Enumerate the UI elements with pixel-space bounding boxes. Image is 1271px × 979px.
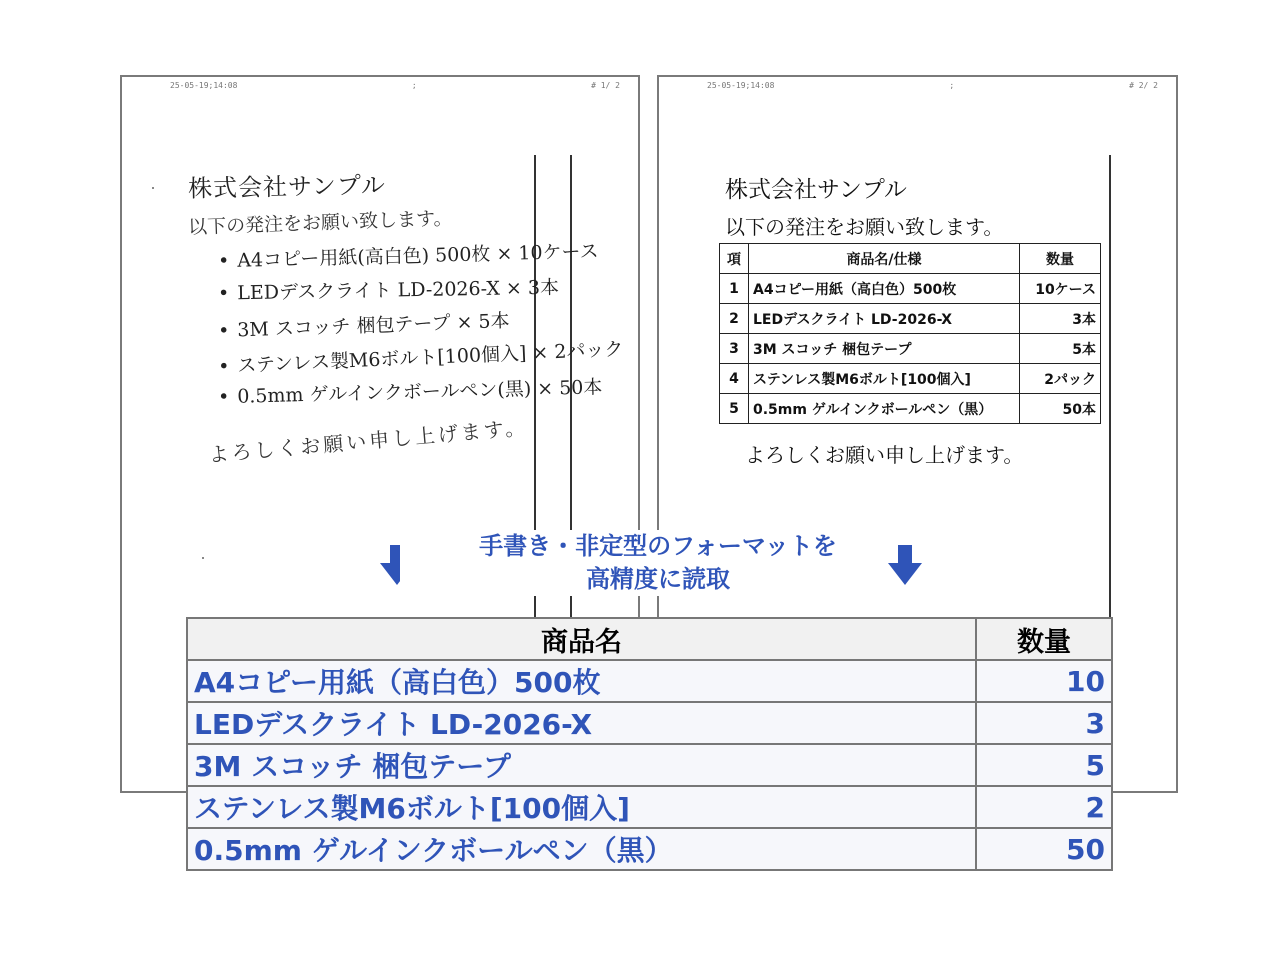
row-qty: 50本 [1020, 394, 1101, 424]
fax-separator: ; [411, 81, 417, 90]
column-header-qty: 数量 [1020, 244, 1101, 274]
arrow-down-icon [888, 545, 922, 585]
list-item: • LEDデスクライト LD-2026-X × 3本 [218, 269, 624, 310]
row-name: ステンレス製M6ボルト[100個入] [749, 364, 1020, 394]
row-qty: 5 [976, 744, 1112, 786]
table-row [720, 334, 1101, 364]
column-header-no: 項 [720, 244, 749, 274]
intro-text: 以下の発注をお願い致します。 [725, 215, 1004, 239]
fax-header [707, 81, 1158, 90]
table-row [187, 828, 1112, 870]
company-name: 株式会社サンプル [187, 171, 387, 203]
fax-header [170, 81, 620, 90]
row-no: 2 [720, 304, 749, 334]
row-qty: 2パック [1020, 364, 1101, 394]
table-row [187, 786, 1112, 828]
fax-timestamp: 25-05-19;14:08 [707, 81, 775, 90]
closing-text: よろしくお願い申し上げます。 [207, 415, 529, 467]
scan-noise [202, 557, 204, 559]
intro-text: 以下の発注をお願い致します。 [187, 207, 453, 239]
fax-page-number: # 2/ 2 [1129, 81, 1158, 90]
row-no: 4 [720, 364, 749, 394]
row-name: LEDデスクライト LD-2026-X [749, 304, 1020, 334]
row-name: LEDデスクライト LD-2026-X [187, 702, 976, 744]
table-header-row [187, 618, 1112, 660]
company-name: 株式会社サンプル [725, 177, 907, 203]
row-qty: 10 [976, 660, 1112, 702]
column-header-qty: 数量 [976, 618, 1112, 660]
list-item: • A4コピー用紙(高白色) 500枚 × 10ケース [218, 234, 624, 279]
table-row [720, 304, 1101, 334]
closing-text: よろしくお願い申し上げます。 [745, 443, 1024, 467]
table-row [720, 274, 1101, 304]
row-name: 3M スコッチ 梱包テープ [749, 334, 1020, 364]
row-no: 3 [720, 334, 749, 364]
column-header-name: 商品名 [187, 618, 976, 660]
row-qty: 5本 [1020, 334, 1101, 364]
handwritten-item-list [218, 239, 624, 409]
row-qty: 10ケース [1020, 274, 1101, 304]
row-qty: 2 [976, 786, 1112, 828]
caption-line-1: 手書き・非定型のフォーマットを [479, 532, 837, 560]
order-table [719, 243, 1101, 424]
row-name: A4コピー用紙（高白色）500枚 [749, 274, 1020, 304]
table-row [187, 660, 1112, 702]
fax-page-number: # 1/ 2 [591, 81, 620, 90]
row-no: 5 [720, 394, 749, 424]
row-name: ステンレス製M6ボルト[100個入] [187, 786, 976, 828]
extracted-result-table [186, 617, 1113, 871]
row-name: 0.5mm ゲルインクボールペン（黒） [749, 394, 1020, 424]
list-item: • 3M スコッチ 梱包テープ × 5本 [218, 300, 625, 348]
fax-separator: ; [949, 81, 955, 90]
list-item: • 0.5mm ゲルインクボールペン(黒) × 50本 [218, 370, 624, 415]
row-name: A4コピー用紙（高白色）500枚 [187, 660, 976, 702]
table-row [720, 394, 1101, 424]
row-qty: 3 [976, 702, 1112, 744]
caption-line-2: 高精度に読取 [586, 565, 730, 593]
table-row [720, 364, 1101, 394]
row-no: 1 [720, 274, 749, 304]
table-header-row [720, 244, 1101, 274]
row-name: 3M スコッチ 梱包テープ [187, 744, 976, 786]
feature-caption [400, 530, 916, 596]
column-header-name: 商品名/仕様 [749, 244, 1020, 274]
table-row [187, 702, 1112, 744]
scan-noise [152, 187, 154, 189]
table-row [187, 744, 1112, 786]
row-qty: 50 [976, 828, 1112, 870]
row-name: 0.5mm ゲルインクボールペン（黒） [187, 828, 976, 870]
list-item: • ステンレス製M6ボルト[100個入] × 2パック [217, 332, 624, 384]
row-qty: 3本 [1020, 304, 1101, 334]
fax-timestamp: 25-05-19;14:08 [170, 81, 238, 90]
